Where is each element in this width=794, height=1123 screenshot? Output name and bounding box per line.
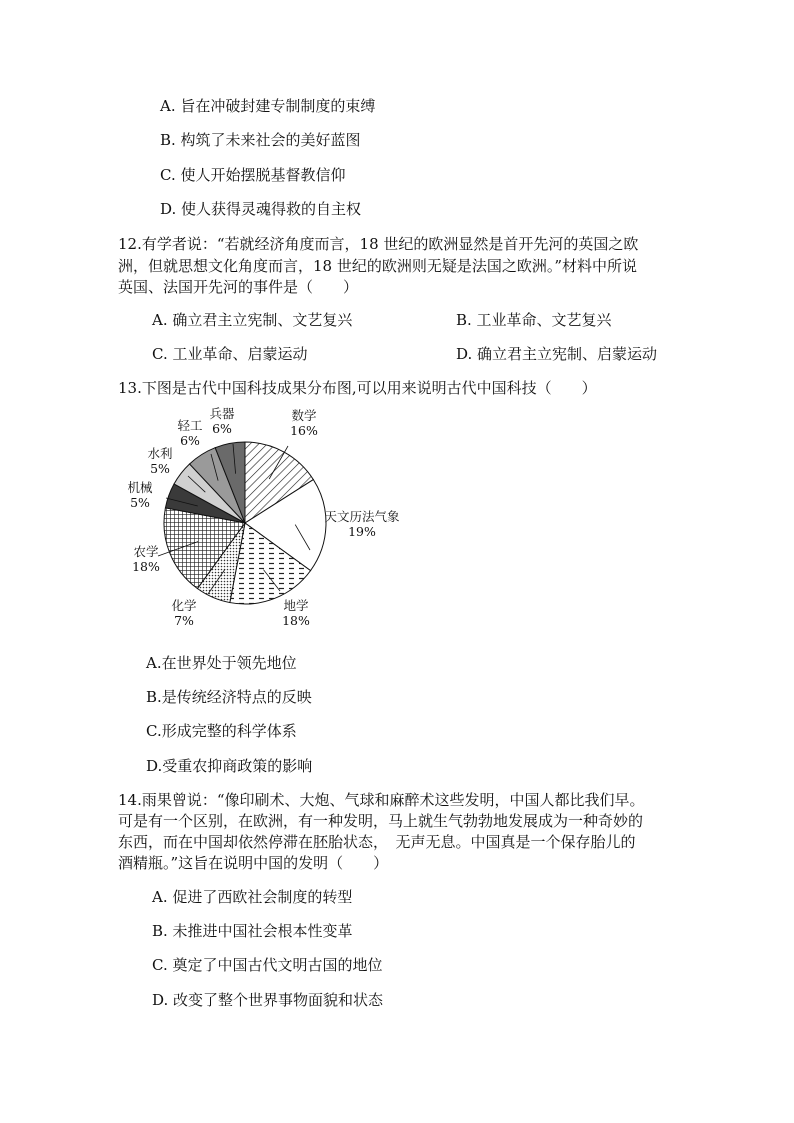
- q12-option-c: C. 工业革命、启蒙运动: [152, 345, 308, 363]
- q12-stem-line-3: 英国、法国开先河的事件是（ ）: [118, 278, 359, 296]
- q11-option-c: C. 使人开始摆脱基督教信仰: [160, 166, 346, 184]
- q14-option-b: B. 未推进中国社会根本性变革: [152, 922, 353, 940]
- pie-label-name: 农学: [133, 544, 159, 559]
- q13-stem: 13.下图是古代中国科技成果分布图,可以用来说明古代中国科技（ ）: [118, 379, 597, 397]
- q12-stem-line-2: 洲，但就思想文化角度而言，18 世纪的欧洲则无疑是法国之欧洲。”材料中所说: [118, 257, 638, 275]
- pie-label-name: 水利: [147, 446, 173, 461]
- q13-option-c: C.形成完整的科学体系: [146, 722, 297, 740]
- q14-option-d: D. 改变了整个世界事物面貌和状态: [152, 991, 384, 1009]
- q13-option-b: B.是传统经济特点的反映: [146, 688, 312, 706]
- q12-stem-line-1: 12.有学者说：“若就经济角度而言，18 世纪的欧洲显然是首开先河的英国之欧: [118, 235, 639, 253]
- pie-label-name: 兵器: [209, 406, 235, 421]
- science-achievements-pie-chart: [118, 406, 448, 638]
- pie-label-value: 18%: [132, 559, 160, 574]
- pie-label-value: 7%: [174, 613, 194, 628]
- pie-label-value: 16%: [290, 423, 318, 438]
- q14-stem-line-2: 可是有一个区别，在欧洲，有一种发明，马上就生气勃勃地发展成为一种奇妙的: [118, 812, 644, 830]
- q14-stem-line-4: 酒精瓶。”这旨在说明中国的发明（ ）: [118, 854, 389, 872]
- pie-label-value: 5%: [150, 461, 170, 476]
- q13-option-a: A.在世界处于领先地位: [146, 654, 297, 672]
- pie-label-name: 机械: [127, 480, 153, 495]
- pie-label-value: 5%: [130, 495, 150, 510]
- pie-label-name: 地学: [283, 598, 309, 613]
- q14-stem-line-3: 东西，而在中国却依然停滞在胚胎状态， 无声无息。中国真是一个保存胎儿的: [118, 833, 636, 851]
- pie-label-name: 化学: [171, 598, 197, 613]
- pie-label-name: 轻工: [177, 418, 203, 433]
- pie-slices: [164, 442, 326, 604]
- q12-option-b: B. 工业革命、文艺复兴: [456, 311, 612, 329]
- q12-option-d: D. 确立君主立宪制、启蒙运动: [456, 345, 658, 363]
- q12-option-a: A. 确立君主立宪制、文艺复兴: [152, 311, 353, 329]
- pie-label-value: 19%: [348, 524, 376, 539]
- pie-label-name: 数学: [291, 408, 317, 423]
- pie-label-value: 6%: [212, 421, 232, 436]
- q11-option-d: D. 使人获得灵魂得救的自主权: [160, 200, 362, 218]
- pie-label-name: 天文历法气象: [324, 509, 400, 524]
- q13-option-d: D.受重农抑商政策的影响: [146, 757, 313, 775]
- pie-label-value: 18%: [282, 613, 310, 628]
- q14-option-c: C. 奠定了中国古代文明古国的地位: [152, 956, 383, 974]
- pie-label-value: 6%: [180, 433, 200, 448]
- q14-stem-line-1: 14.雨果曾说：“像印刷术、大炮、气球和麻醉术这些发明，中国人都比我们早。: [118, 791, 645, 809]
- q11-option-b: B. 构筑了未来社会的美好蓝图: [160, 131, 361, 149]
- q14-option-a: A. 促进了西欧社会制度的转型: [152, 888, 353, 906]
- q11-option-a: A. 旨在冲破封建专制制度的束缚: [160, 97, 376, 115]
